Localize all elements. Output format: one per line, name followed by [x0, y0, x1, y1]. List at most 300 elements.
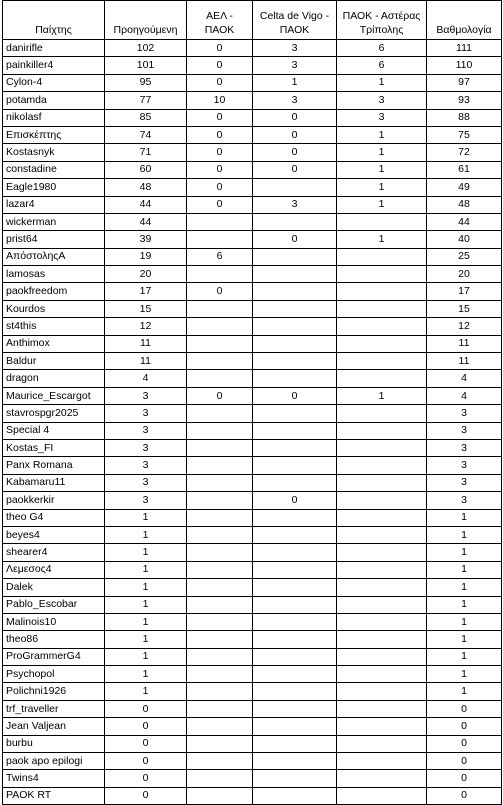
points-celta-paok: [253, 631, 337, 648]
points-celta-paok: [253, 613, 337, 630]
table-row: [3, 40, 502, 57]
player-name: Cylon-4: [3, 74, 105, 91]
points-paok-asteras: [337, 213, 427, 230]
points-celta-paok: [253, 353, 337, 370]
player-name: Dalek: [3, 579, 105, 596]
points-celta-paok: 3: [253, 92, 337, 109]
table-row: [3, 492, 502, 509]
points-celta-paok: 0: [253, 231, 337, 248]
player-name: Psychopol: [3, 666, 105, 683]
previous-points: 1: [105, 561, 187, 578]
points-paok-asteras: [337, 735, 427, 752]
previous-points: 12: [105, 318, 187, 335]
previous-points: 3: [105, 387, 187, 404]
table-row: [3, 405, 502, 422]
header-match-paok-asteras: ΠΑΟΚ - Αστέρας Τρίπολης: [337, 1, 427, 40]
points-celta-paok: [253, 179, 337, 196]
total-points: 111: [427, 40, 502, 57]
total-points: 88: [427, 109, 502, 126]
total-points: 97: [427, 74, 502, 91]
points-ael-paok: [187, 492, 253, 509]
points-paok-asteras: [337, 579, 427, 596]
points-paok-asteras: 3: [337, 92, 427, 109]
player-name: potamda: [3, 92, 105, 109]
previous-points: 0: [105, 718, 187, 735]
player-name: Kabamaru11: [3, 474, 105, 491]
points-celta-paok: 0: [253, 126, 337, 143]
table-row: [3, 474, 502, 491]
table-row: [3, 648, 502, 665]
points-paok-asteras: [337, 526, 427, 543]
points-ael-paok: [187, 509, 253, 526]
total-points: 1: [427, 509, 502, 526]
player-name: Eagle1980: [3, 179, 105, 196]
player-name: lamosas: [3, 266, 105, 283]
points-ael-paok: [187, 422, 253, 439]
points-paok-asteras: [337, 266, 427, 283]
points-celta-paok: [253, 266, 337, 283]
points-celta-paok: [253, 474, 337, 491]
table-row: [3, 666, 502, 683]
player-name: Kostas_FI: [3, 439, 105, 456]
previous-points: 0: [105, 753, 187, 770]
table-row: [3, 196, 502, 213]
player-name: Special 4: [3, 422, 105, 439]
player-name: theo G4: [3, 509, 105, 526]
points-paok-asteras: 1: [337, 126, 427, 143]
points-celta-paok: [253, 526, 337, 543]
points-celta-paok: [253, 787, 337, 804]
player-name: beyes4: [3, 526, 105, 543]
points-ael-paok: [187, 300, 253, 317]
table-row: [3, 526, 502, 543]
previous-points: 77: [105, 92, 187, 109]
points-celta-paok: [253, 544, 337, 561]
table-row: [3, 509, 502, 526]
player-name: Anthimox: [3, 335, 105, 352]
points-paok-asteras: 1: [337, 144, 427, 161]
points-ael-paok: 0: [187, 74, 253, 91]
points-paok-asteras: [337, 770, 427, 787]
player-name: paokfreedom: [3, 283, 105, 300]
player-name: Polichni1926: [3, 683, 105, 700]
points-ael-paok: 0: [187, 57, 253, 74]
points-ael-paok: [187, 526, 253, 543]
points-ael-paok: [187, 666, 253, 683]
player-name: shearer4: [3, 544, 105, 561]
total-points: 0: [427, 718, 502, 735]
table-row: [3, 770, 502, 787]
previous-points: 11: [105, 335, 187, 352]
total-points: 40: [427, 231, 502, 248]
total-points: 15: [427, 300, 502, 317]
total-points: 61: [427, 161, 502, 178]
table-row: [3, 126, 502, 143]
previous-points: 71: [105, 144, 187, 161]
total-points: 0: [427, 753, 502, 770]
total-points: 3: [427, 492, 502, 509]
points-celta-paok: [253, 457, 337, 474]
previous-points: 1: [105, 544, 187, 561]
total-points: 3: [427, 457, 502, 474]
points-paok-asteras: [337, 335, 427, 352]
table-row: [3, 753, 502, 770]
total-points: 0: [427, 735, 502, 752]
total-points: 3: [427, 439, 502, 456]
points-celta-paok: [253, 335, 337, 352]
player-name: Maurice_Escargot: [3, 387, 105, 404]
previous-points: 11: [105, 353, 187, 370]
previous-points: 95: [105, 74, 187, 91]
points-ael-paok: [187, 318, 253, 335]
total-points: 3: [427, 474, 502, 491]
points-paok-asteras: [337, 683, 427, 700]
header-match-ael-paok: ΑΕΛ - ΠΑΟΚ: [187, 1, 253, 40]
total-points: 110: [427, 57, 502, 74]
points-ael-paok: [187, 648, 253, 665]
total-points: 1: [427, 561, 502, 578]
table-row: [3, 179, 502, 196]
points-paok-asteras: [337, 648, 427, 665]
total-points: 11: [427, 353, 502, 370]
previous-points: 1: [105, 648, 187, 665]
previous-points: 102: [105, 40, 187, 57]
total-points: 20: [427, 266, 502, 283]
previous-points: 0: [105, 735, 187, 752]
points-ael-paok: [187, 613, 253, 630]
player-name: PAOK RT: [3, 787, 105, 804]
player-name: ΑπόστοληςΑ: [3, 248, 105, 265]
previous-points: 1: [105, 596, 187, 613]
table-row: [3, 387, 502, 404]
player-name: paokkerkir: [3, 492, 105, 509]
previous-points: 4: [105, 370, 187, 387]
total-points: 1: [427, 526, 502, 543]
total-points: 1: [427, 579, 502, 596]
previous-points: 44: [105, 213, 187, 230]
points-celta-paok: [253, 213, 337, 230]
points-ael-paok: [187, 474, 253, 491]
table-row: [3, 300, 502, 317]
points-ael-paok: 10: [187, 92, 253, 109]
table-row: [3, 248, 502, 265]
player-name: paok apo epilogi: [3, 753, 105, 770]
player-name: danirifle: [3, 40, 105, 57]
points-ael-paok: [187, 579, 253, 596]
total-points: 1: [427, 683, 502, 700]
previous-points: 15: [105, 300, 187, 317]
previous-points: 48: [105, 179, 187, 196]
header-match-celta-paok: Celta de Vigo - ΠΑΟΚ: [253, 1, 337, 40]
points-ael-paok: [187, 718, 253, 735]
points-celta-paok: 3: [253, 196, 337, 213]
points-paok-asteras: [337, 405, 427, 422]
points-celta-paok: [253, 561, 337, 578]
player-name: theo86: [3, 631, 105, 648]
table-row: [3, 266, 502, 283]
player-name: burbu: [3, 735, 105, 752]
previous-points: 1: [105, 526, 187, 543]
points-celta-paok: [253, 735, 337, 752]
previous-points: 3: [105, 457, 187, 474]
total-points: 3: [427, 405, 502, 422]
points-ael-paok: [187, 735, 253, 752]
points-celta-paok: 0: [253, 387, 337, 404]
points-ael-paok: 0: [187, 179, 253, 196]
player-name: Λεμεσος4: [3, 561, 105, 578]
previous-points: 1: [105, 631, 187, 648]
previous-points: 3: [105, 422, 187, 439]
points-ael-paok: 0: [187, 40, 253, 57]
previous-points: 20: [105, 266, 187, 283]
total-points: 25: [427, 248, 502, 265]
total-points: 1: [427, 666, 502, 683]
points-ael-paok: 0: [187, 161, 253, 178]
table-row: [3, 57, 502, 74]
player-name: Kourdos: [3, 300, 105, 317]
points-paok-asteras: [337, 474, 427, 491]
player-name: st4this: [3, 318, 105, 335]
points-celta-paok: [253, 422, 337, 439]
previous-points: 3: [105, 439, 187, 456]
points-ael-paok: 0: [187, 387, 253, 404]
total-points: 4: [427, 387, 502, 404]
points-paok-asteras: 1: [337, 179, 427, 196]
points-paok-asteras: [337, 318, 427, 335]
points-ael-paok: [187, 370, 253, 387]
previous-points: 39: [105, 231, 187, 248]
total-points: 17: [427, 283, 502, 300]
total-points: 0: [427, 700, 502, 717]
points-paok-asteras: [337, 613, 427, 630]
table-row: [3, 370, 502, 387]
table-row: [3, 457, 502, 474]
points-celta-paok: 0: [253, 109, 337, 126]
previous-points: 1: [105, 683, 187, 700]
table-row: [3, 335, 502, 352]
table-header: [3, 1, 502, 40]
table-row: [3, 439, 502, 456]
table-row: [3, 144, 502, 161]
points-ael-paok: 0: [187, 109, 253, 126]
points-ael-paok: [187, 213, 253, 230]
points-ael-paok: 0: [187, 126, 253, 143]
table-row: [3, 161, 502, 178]
table-row: [3, 787, 502, 804]
points-paok-asteras: [337, 283, 427, 300]
table-row: [3, 631, 502, 648]
points-ael-paok: [187, 596, 253, 613]
points-celta-paok: 3: [253, 40, 337, 57]
table-row: [3, 109, 502, 126]
points-paok-asteras: 1: [337, 161, 427, 178]
previous-points: 1: [105, 613, 187, 630]
table-row: [3, 353, 502, 370]
points-ael-paok: 6: [187, 248, 253, 265]
points-celta-paok: 0: [253, 144, 337, 161]
player-name: Panx Romana: [3, 457, 105, 474]
points-ael-paok: [187, 683, 253, 700]
previous-points: 1: [105, 509, 187, 526]
table-row: [3, 544, 502, 561]
total-points: 75: [427, 126, 502, 143]
total-points: 1: [427, 613, 502, 630]
total-points: 0: [427, 787, 502, 804]
points-celta-paok: [253, 300, 337, 317]
points-celta-paok: [253, 318, 337, 335]
previous-points: 19: [105, 248, 187, 265]
points-paok-asteras: 6: [337, 57, 427, 74]
points-ael-paok: [187, 353, 253, 370]
points-paok-asteras: [337, 596, 427, 613]
points-ael-paok: [187, 561, 253, 578]
table-row: [3, 596, 502, 613]
total-points: 49: [427, 179, 502, 196]
points-paok-asteras: [337, 509, 427, 526]
points-paok-asteras: 1: [337, 231, 427, 248]
total-points: 1: [427, 544, 502, 561]
player-name: ProGrammerG4: [3, 648, 105, 665]
points-celta-paok: [253, 370, 337, 387]
points-paok-asteras: [337, 457, 427, 474]
points-ael-paok: [187, 335, 253, 352]
points-ael-paok: [187, 266, 253, 283]
player-name: stavrospgr2025: [3, 405, 105, 422]
total-points: 1: [427, 596, 502, 613]
table-row: [3, 700, 502, 717]
previous-points: 1: [105, 579, 187, 596]
points-paok-asteras: [337, 753, 427, 770]
points-ael-paok: [187, 700, 253, 717]
player-name: nikolasf: [3, 109, 105, 126]
player-name: Pablo_Escobar: [3, 596, 105, 613]
points-celta-paok: 1: [253, 74, 337, 91]
points-ael-paok: 0: [187, 196, 253, 213]
points-ael-paok: [187, 405, 253, 422]
points-paok-asteras: [337, 492, 427, 509]
table-row: [3, 735, 502, 752]
player-name: Baldur: [3, 353, 105, 370]
previous-points: 0: [105, 770, 187, 787]
points-celta-paok: [253, 753, 337, 770]
table-row: [3, 683, 502, 700]
points-paok-asteras: [337, 631, 427, 648]
points-paok-asteras: [337, 718, 427, 735]
player-name: Malinois10: [3, 613, 105, 630]
points-ael-paok: [187, 544, 253, 561]
points-paok-asteras: [337, 422, 427, 439]
points-paok-asteras: [337, 370, 427, 387]
points-celta-paok: [253, 509, 337, 526]
points-ael-paok: [187, 457, 253, 474]
points-paok-asteras: [337, 561, 427, 578]
points-celta-paok: 0: [253, 161, 337, 178]
table-row: [3, 74, 502, 91]
total-points: 48: [427, 196, 502, 213]
table-row: [3, 422, 502, 439]
total-points: 1: [427, 648, 502, 665]
table-body: [3, 40, 502, 805]
player-name: trf_traveller: [3, 700, 105, 717]
points-celta-paok: [253, 770, 337, 787]
previous-points: 1: [105, 666, 187, 683]
points-celta-paok: 3: [253, 57, 337, 74]
standings-table: [2, 0, 502, 805]
previous-points: 44: [105, 196, 187, 213]
table-row: [3, 718, 502, 735]
points-paok-asteras: 1: [337, 74, 427, 91]
previous-points: 3: [105, 492, 187, 509]
points-celta-paok: [253, 648, 337, 665]
total-points: 72: [427, 144, 502, 161]
table-row: [3, 283, 502, 300]
points-paok-asteras: [337, 248, 427, 265]
total-points: 0: [427, 770, 502, 787]
points-paok-asteras: 6: [337, 40, 427, 57]
player-name: Jean Valjean: [3, 718, 105, 735]
points-celta-paok: 0: [253, 492, 337, 509]
previous-points: 17: [105, 283, 187, 300]
points-ael-paok: [187, 753, 253, 770]
player-name: painkiller4: [3, 57, 105, 74]
player-name: constadine: [3, 161, 105, 178]
points-celta-paok: [253, 596, 337, 613]
player-name: lazar4: [3, 196, 105, 213]
table-row: [3, 92, 502, 109]
player-name: prist64: [3, 231, 105, 248]
points-ael-paok: [187, 631, 253, 648]
previous-points: 3: [105, 474, 187, 491]
points-celta-paok: [253, 700, 337, 717]
points-ael-paok: [187, 770, 253, 787]
points-paok-asteras: [337, 544, 427, 561]
total-points: 93: [427, 92, 502, 109]
previous-points: 74: [105, 126, 187, 143]
points-celta-paok: [253, 666, 337, 683]
points-ael-paok: [187, 439, 253, 456]
points-paok-asteras: [337, 787, 427, 804]
points-ael-paok: 0: [187, 283, 253, 300]
points-celta-paok: [253, 718, 337, 735]
total-points: 4: [427, 370, 502, 387]
header-previous: Προηγούμενη: [105, 1, 187, 40]
previous-points: 60: [105, 161, 187, 178]
total-points: 1: [427, 631, 502, 648]
header-player: Παίχτης: [3, 1, 105, 40]
points-celta-paok: [253, 283, 337, 300]
points-celta-paok: [253, 405, 337, 422]
points-ael-paok: 0: [187, 144, 253, 161]
table-row: [3, 579, 502, 596]
points-celta-paok: [253, 683, 337, 700]
points-paok-asteras: [337, 300, 427, 317]
player-name: Επισκέπτης: [3, 126, 105, 143]
points-paok-asteras: [337, 439, 427, 456]
table-row: [3, 318, 502, 335]
player-name: dragon: [3, 370, 105, 387]
previous-points: 85: [105, 109, 187, 126]
points-celta-paok: [253, 579, 337, 596]
table-row: [3, 561, 502, 578]
header-row: [3, 1, 502, 40]
points-paok-asteras: 1: [337, 387, 427, 404]
points-ael-paok: [187, 231, 253, 248]
total-points: 3: [427, 422, 502, 439]
table-row: [3, 231, 502, 248]
points-paok-asteras: [337, 666, 427, 683]
total-points: 12: [427, 318, 502, 335]
previous-points: 101: [105, 57, 187, 74]
